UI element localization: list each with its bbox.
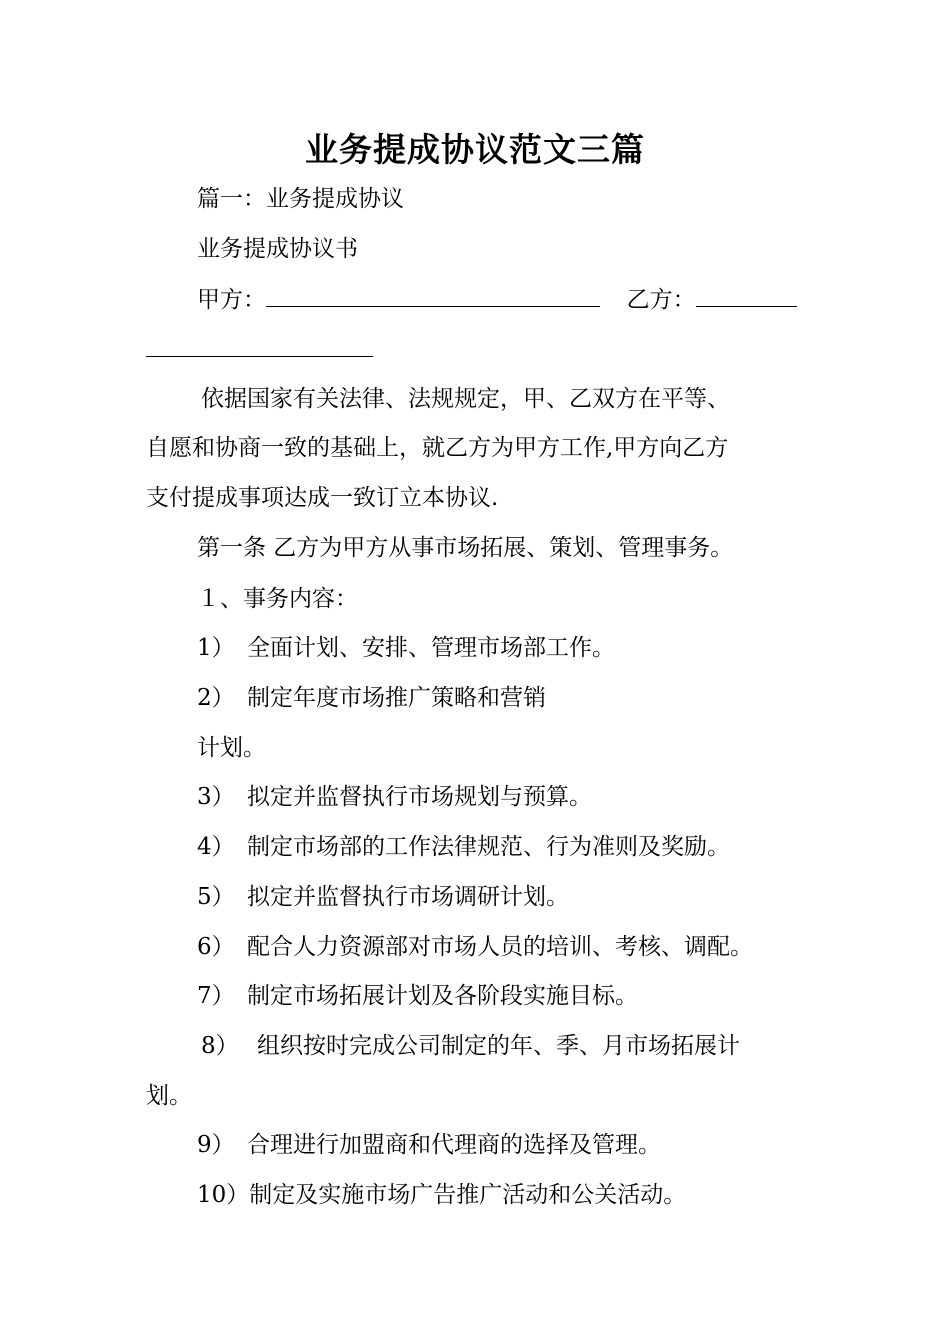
duties-heading: １、事务内容：	[197, 586, 358, 612]
parties-line	[197, 285, 797, 315]
preamble-line-2: 自愿和协商一致的基础上，就乙方为甲方工作,甲方向乙方	[146, 435, 729, 461]
article-1: 第一条 乙方为甲方从事市场拓展、策划、管理事务。	[197, 535, 734, 561]
list-item: 7） 制定市场拓展计划及各阶段实施目标。	[197, 983, 638, 1009]
list-item: 5） 拟定并监督执行市场调研计划。	[197, 884, 569, 910]
list-item: 1） 全面计划、安排、管理市场部工作。	[197, 635, 615, 661]
section-heading: 篇一：业务提成协议	[197, 186, 404, 212]
list-item: 6） 配合人力资源部对市场人员的培训、考核、调配。	[197, 934, 753, 960]
doc-name: 业务提成协议书	[197, 236, 358, 262]
preamble-line-3: 支付提成事项达成一致订立本协议.	[146, 485, 499, 511]
list-item: 4） 制定市场部的工作法律规范、行为准则及奖励。	[197, 834, 730, 860]
list-item: 8） 组织按时完成公司制定的年、季、月市场拓展计	[201, 1033, 740, 1059]
party-b-blank	[696, 286, 797, 307]
list-item: 3） 拟定并监督执行市场规划与预算。	[197, 784, 592, 810]
party-b-blank-continued	[146, 335, 373, 365]
party-b-label: 乙方：	[626, 287, 696, 313]
list-item-continued: 划。	[146, 1083, 192, 1109]
party-a-blank	[266, 286, 600, 307]
preamble-line-1: 依据国家有关法律、法规规定，甲、乙双方在平等、	[201, 386, 730, 412]
list-item: 10）制定及实施市场广告推广活动和公关活动。	[197, 1182, 687, 1208]
party-a-label: 甲方：	[197, 287, 266, 313]
document-title: 业务提成协议范文三篇	[305, 130, 645, 169]
list-item-continued: 计划。	[197, 735, 266, 761]
list-item: 2） 制定年度市场推广策略和营销	[197, 685, 546, 711]
list-item: 9） 合理进行加盟商和代理商的选择及管理。	[197, 1132, 661, 1158]
